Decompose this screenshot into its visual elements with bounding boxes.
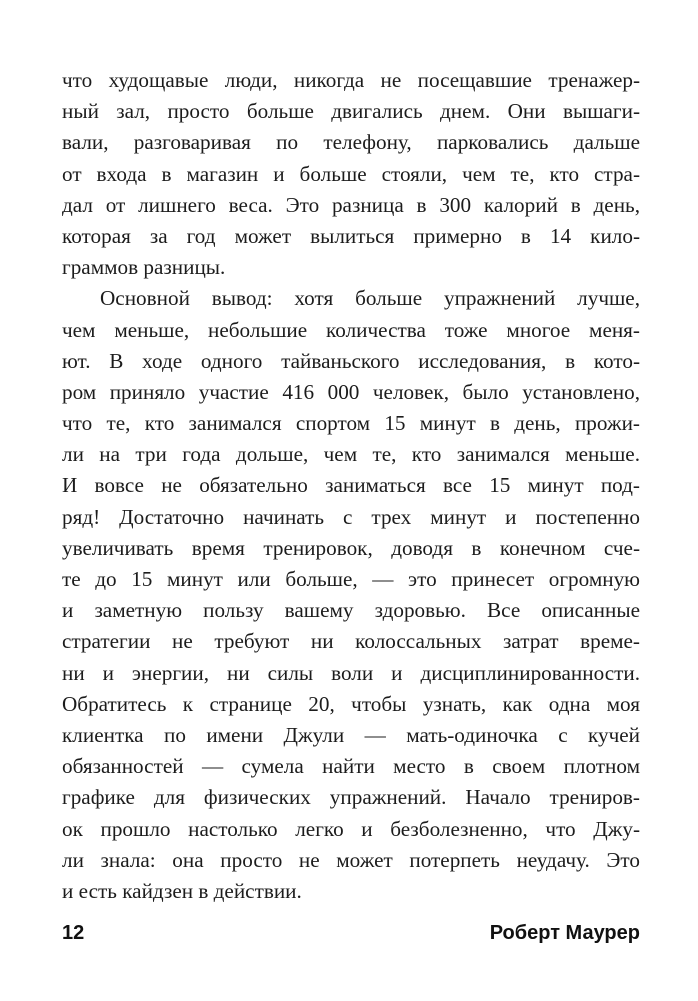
text-line: что худощавые люди, никогда не посещавшие тренажер- [62, 68, 640, 92]
text-line: граммов разницы. [62, 255, 226, 280]
running-footer-author: Роберт Маурер [489, 922, 640, 944]
text-line: И вовсе не обязательно заниматься все 15 минут под- [62, 473, 640, 498]
text-line: те до 15 минут или больше, — это принесет огромную [62, 567, 640, 591]
text-line: ли на три года дольше, чем те, кто занимался меньше. [62, 442, 640, 467]
text-line: и заметную пользу вашему здоровью. Все описанные [62, 598, 640, 623]
text-line: ром приняло участие 416 000 человек, было установлено, [62, 379, 640, 404]
text-line: ряд! Достаточно начинать с трех минут и постепенно [62, 504, 640, 529]
text-line: стратегии не требуют ни колоссальных затрат време- [62, 629, 640, 654]
text-line: чем меньше, небольшие количества тоже многое меня- [62, 317, 640, 342]
text-line: и есть кайдзен в действии. [62, 878, 302, 903]
text-line: вали, разговаривая по телефону, парковались дальше [62, 130, 640, 155]
text-line: клиентка по имени Джули — мать-одиночка с кучей [62, 722, 640, 747]
text-line: обязанностей — сумела найти место в своем плотном [62, 754, 640, 779]
page-number: 12 [62, 922, 85, 944]
text-line: ют. В ходе одного тайваньского исследования, в кото- [62, 348, 640, 373]
text-line: увеличивать время тренировок, доводя в конечном сче- [62, 535, 640, 560]
text-line: от входа в магазин и больше стояли, чем те, кто стра- [62, 161, 640, 186]
text-line: графике для физических упражнений. Начало трениров- [62, 785, 640, 810]
text-line: ок прошло настолько легко и безболезненно, что Джу- [62, 816, 640, 841]
text-line: дал от лишнего веса. Это разница в 300 калорий в день, [62, 192, 640, 217]
body-text [62, 65, 640, 907]
text-line: ни и энергии, ни силы воли и дисциплинированности. [62, 660, 640, 685]
text-line: ли знала: она просто не может потерпеть неудачу. Это [62, 847, 640, 872]
text-line: что те, кто занимался спортом 15 минут в день, прожи- [62, 411, 640, 436]
text-line: ный зал, просто больше двигались днем. Они вышаги- [62, 99, 640, 124]
paragraph-first-line: Основной вывод: хотя больше упражнений лучше, [100, 286, 640, 311]
text-line: Обратитесь к странице 20, чтобы узнать, как одна моя [62, 691, 640, 716]
text-line: которая за год может вылиться примерно в 14 кило- [62, 223, 640, 248]
